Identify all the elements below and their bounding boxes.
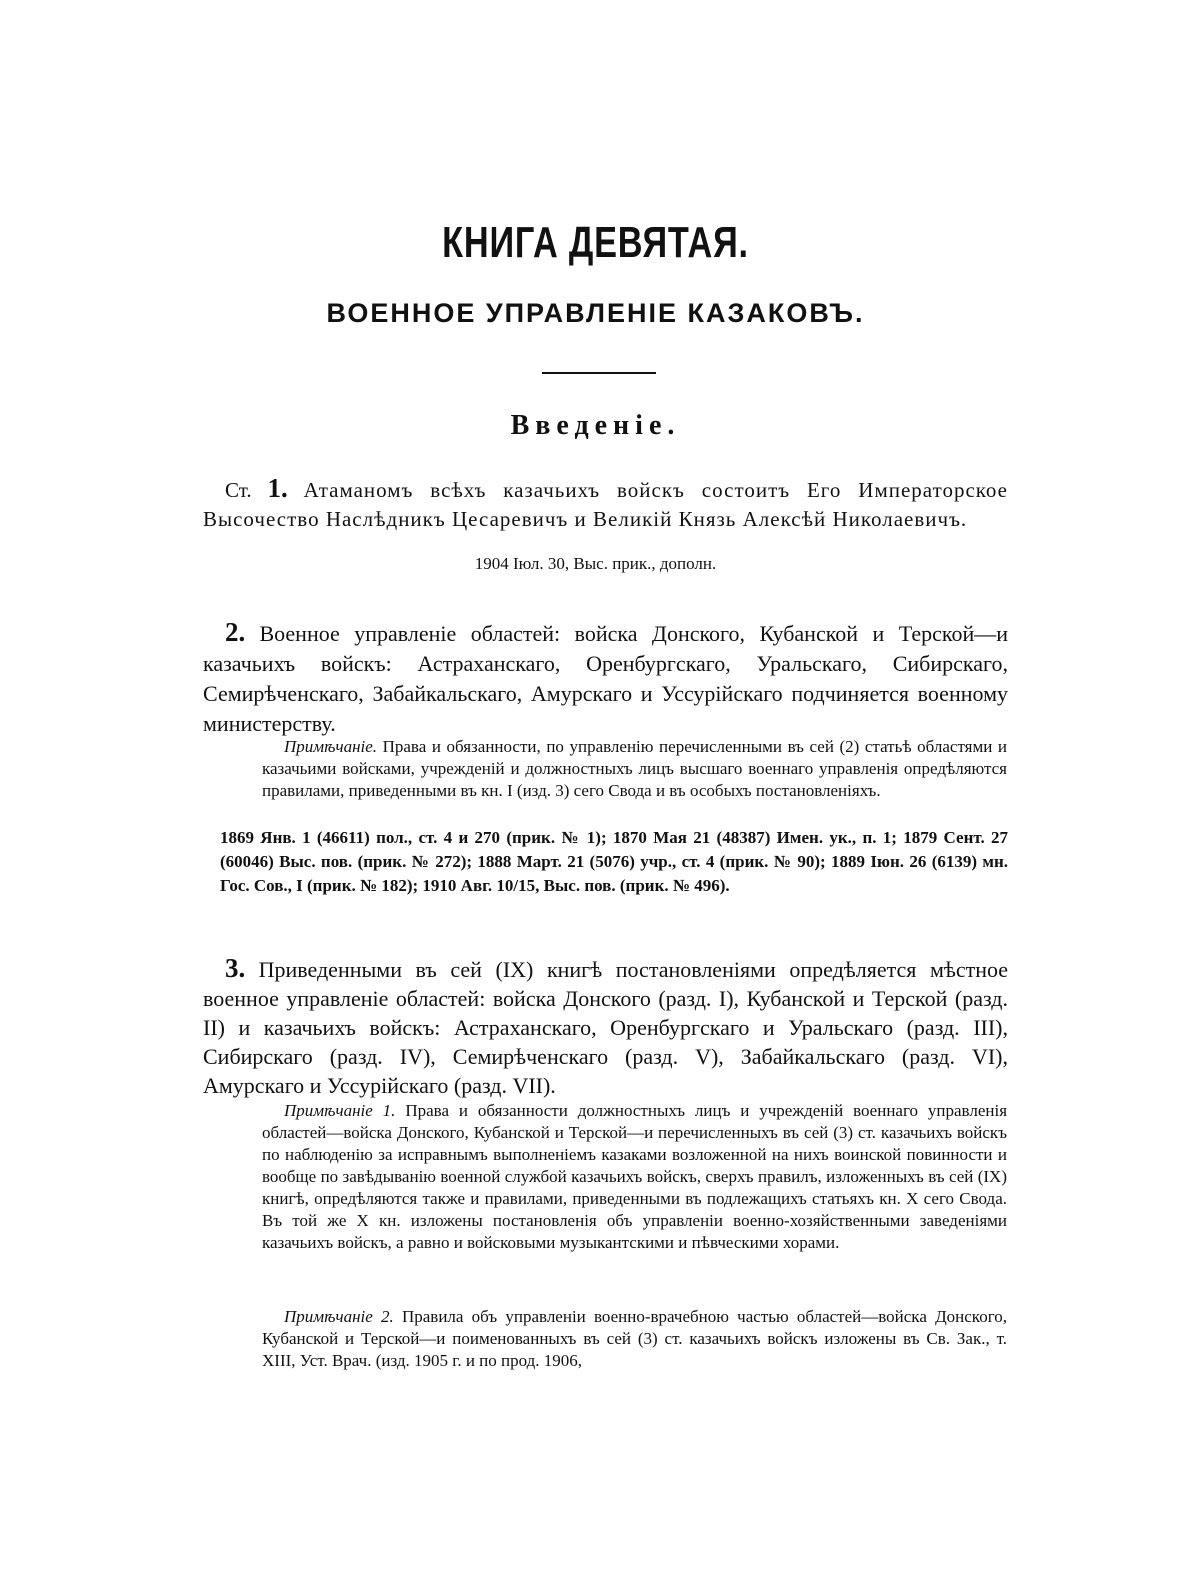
article-2-note-label: Примѣчаніе. [284, 737, 378, 756]
book-title: КНИГА ДЕВЯТАЯ. [442, 218, 749, 267]
article-2-note-text: Права и обязанности, по управленію перечисленными въ сей (2) статьѣ областями и казачьими войсками, учрежденій и должностныхъ лицъ высшаго военнаго управленія опредѣляются правилами, приведенными въ кн. I (изд. 3) сего Свода и въ особыхъ постановленіяхъ. [262, 737, 1007, 800]
article-1-number: 1. [267, 473, 288, 503]
article-1-text: Атаманомъ всѣхъ казачьихъ войскъ состоитъ Его Императорское Высочество Наслѣдникъ Цесаревичъ и Великій Князь Алексѣй Николаевичъ. [203, 478, 1008, 531]
article-2-text: Военное управленіе областей: войска Донского, Кубанской и Терской—и казачьихъ войскъ: Астраханскаго, Оренбургскаго, Уральскаго, Сибирскаго, Семирѣченскаго, Забайкальскаго, Амурскаго и Уссурійскаго подчиняется военному министерству. [203, 621, 1008, 736]
book-subtitle: ВОЕННОЕ УПРАВЛЕНІЕ КАЗАКОВЪ. [326, 298, 865, 328]
article-3-note-1 [262, 1100, 1007, 1254]
article-3-note-2-label: Примѣчаніе 2. [284, 1307, 394, 1326]
article-1-prefix: Ст. [225, 478, 252, 502]
title-divider [542, 372, 656, 374]
article-3-note-2 [262, 1306, 1007, 1372]
article-3-number: 3. [225, 953, 246, 983]
article-3 [203, 954, 1008, 1101]
article-2-number: 2. [225, 617, 246, 647]
article-1-source: 1904 Іюл. 30, Выс. прик., дополн. [474, 554, 717, 573]
article-3-note-2-text: Правила объ управленіи военно-врачебною частью областей—войска Донского, Кубанской и Терской—и поименованныхъ въ сей (3) ст. казачьихъ войскъ изложены въ Св. Зак., т. XIII, Уст. Врач. (изд. 1905 г. и по прод. 1906, [262, 1307, 1008, 1370]
article-3-note-1-text: Права и обязанности должностныхъ лицъ и учрежденій военнаго управленія областей—войска Донского, Кубанской и Терской—и перечисленныхъ въ сей (3) ст. казачьихъ войскъ по наблюденію за исправнымъ выполненіемъ казаками возложенной на нихъ воинской повинности и вообще по завѣдыванію военной службой казачьихъ войскъ, сверхъ правилъ, изложенныхъ въ сей (IX) книгѣ, опредѣляются также и правилами, приведенными въ подлежащихъ статьяхъ кн. X сего Свода. Въ той же X кн. изложены постановленія объ управленіи военно-хозяйственными заведеніями казачьихъ войскъ, а равно и войсковыми музыкантскими и пѣвческими хорами. [262, 1101, 1008, 1252]
article-3-text: Приведенными въ сей (IX) книгѣ постановленіями опредѣляется мѣстное военное управленіе областей: войска Донского (разд. I), Кубанской и Терской (разд. II) и казачьихъ войскъ: Астраханскаго, Оренбургскаго и Уральскаго (разд. III), Сибирскаго (разд. IV), Семирѣченскаго (разд. V), Забайкальскаго (разд. VI), Амурскаго и Уссурійскаго (разд. VII). [203, 957, 1009, 1098]
article-1 [203, 474, 1008, 534]
article-2 [203, 618, 1008, 739]
article-2-note [262, 736, 1007, 802]
section-heading: Введеніе. [510, 410, 681, 441]
article-3-note-1-label: Примѣчаніе 1. [284, 1101, 396, 1120]
article-2-source: 1869 Янв. 1 (46611) пол., ст. 4 и 270 (прик. № 1); 1870 Мая 21 (48387) Имен. ук., п. 1; 1879 Сент. 27 (60046) Выс. пов. (прик. № 272); 1888 Март. 21 (5076) учр., ст. 4 (прик. № 90); 1889 Іюн. 26 (6139) мн. Гос. Сов., I (прик. № 182); 1910 Авг. 10/15, Выс. пов. (прик. № 496). [220, 828, 1008, 895]
